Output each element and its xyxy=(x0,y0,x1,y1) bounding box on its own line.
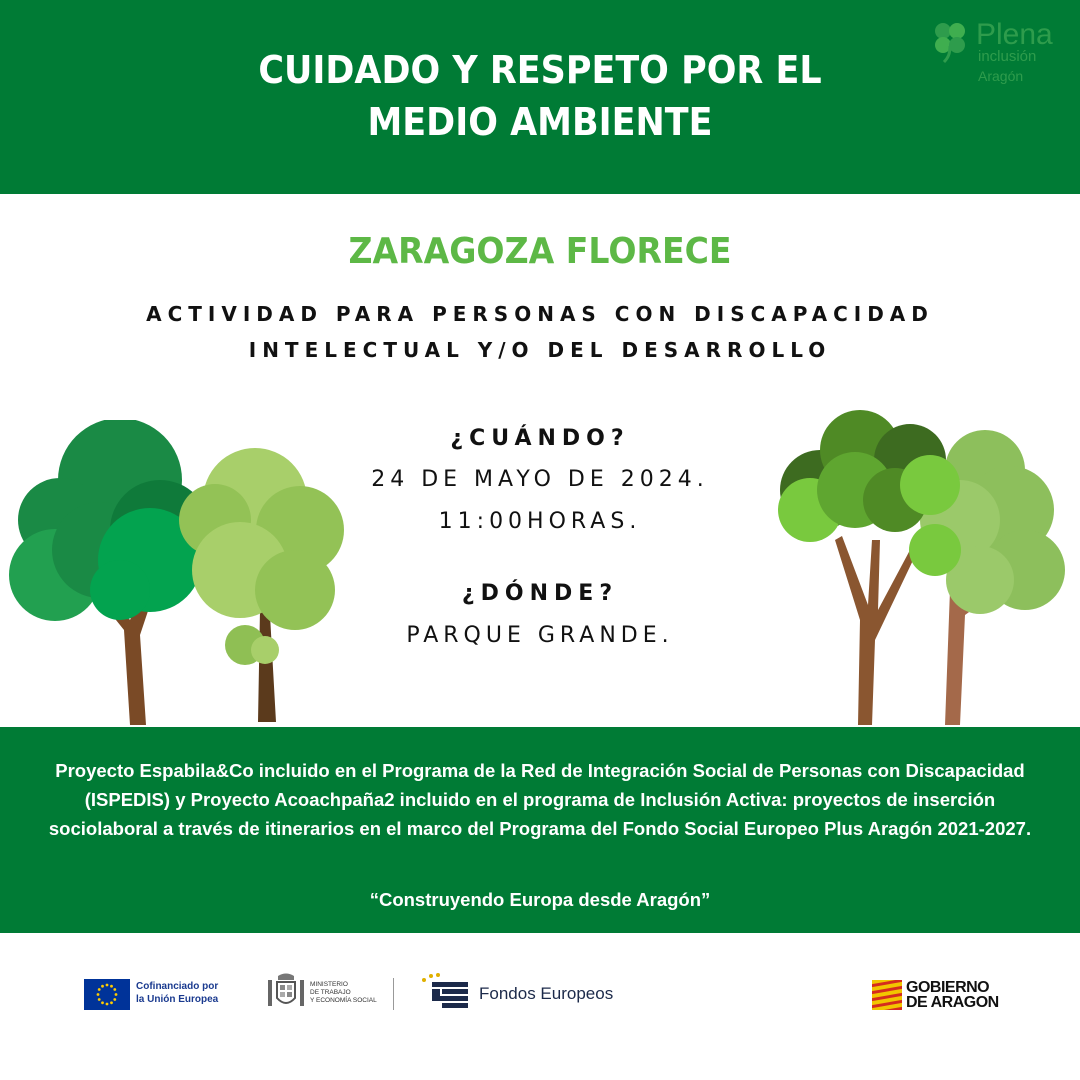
plena-inclusion-logo xyxy=(930,18,1070,90)
event-name: ZARAGOZA FLORECE xyxy=(348,231,732,272)
aragon-line-1: GOBIERNO xyxy=(906,979,990,996)
eu-flag-icon xyxy=(84,979,130,1010)
project-description: Proyecto Espabila&Co incluido en el Programa de la Red de Integración Social de Personas con Discapacidad (ISPEDIS) y Proyecto Acoachpaña2 incluido en el programa de Inclusión Activa: proyectos de inserción sociolaboral a través de itinerarios en el marco del Programa del Fondo Social Europeo Plus Aragón 2021-2027. xyxy=(48,760,1032,839)
ministry-line-3: Y ECONOMÍA SOCIAL xyxy=(310,997,377,1004)
activity-line-2: INTELECTUAL Y/O DEL DESARROLLO xyxy=(248,338,832,362)
eu-cofinancing-logo xyxy=(84,979,224,1011)
clover-icon xyxy=(930,20,970,64)
ministry-line-2: DE TRABAJO xyxy=(310,989,351,996)
event-place: PARQUE GRANDE. xyxy=(406,623,674,648)
aragon-flag-icon xyxy=(872,980,902,1010)
slogan: “Construyendo Europa desde Aragón” xyxy=(369,889,711,910)
foreground-tree-icon xyxy=(778,410,961,725)
title-line-1: CUIDADO Y RESPETO POR EL xyxy=(258,48,822,92)
coat-of-arms-icon xyxy=(266,972,306,1012)
aragon-text xyxy=(906,980,999,1010)
ministry-logo xyxy=(266,972,396,1014)
ministry-text xyxy=(310,981,377,1005)
where-label: ¿DÓNDE? xyxy=(461,581,619,606)
logo-sub: inclusión xyxy=(978,48,1037,65)
left-trees-illustration xyxy=(0,420,360,730)
when-label: ¿CUÁNDO? xyxy=(450,426,630,451)
eu-text-line-1: Cofinanciado por xyxy=(136,981,219,992)
fondos-europeos-logo xyxy=(418,972,618,1014)
aragon-line-2: DE ARAGON xyxy=(906,994,999,1011)
event-date: 24 DE MAYO DE 2024. xyxy=(371,467,709,492)
title-line-2: MEDIO AMBIENTE xyxy=(367,100,713,144)
ministry-line-1: MINISTERIO xyxy=(310,981,348,988)
fondos-text: Fondos Europeos xyxy=(479,984,614,1003)
light-tree-icon xyxy=(179,448,344,722)
activity-description xyxy=(90,296,990,368)
dark-tree-icon xyxy=(9,420,210,725)
logo-divider xyxy=(393,978,394,1010)
right-trees-illustration xyxy=(760,390,1070,730)
logo-brand: Plena xyxy=(976,18,1053,51)
eu-text-line-2: la Unión Europea xyxy=(136,994,219,1005)
event-time: 11:00HORAS. xyxy=(438,509,642,534)
gobierno-aragon-logo xyxy=(872,980,1022,1014)
eu-text xyxy=(136,980,218,1006)
activity-line-1: ACTIVIDAD PARA PERSONAS CON DISCAPACIDAD xyxy=(146,302,934,326)
page-title xyxy=(172,44,908,148)
logo-region: Aragón xyxy=(978,68,1024,84)
fondos-europeos-icon xyxy=(418,972,472,1014)
